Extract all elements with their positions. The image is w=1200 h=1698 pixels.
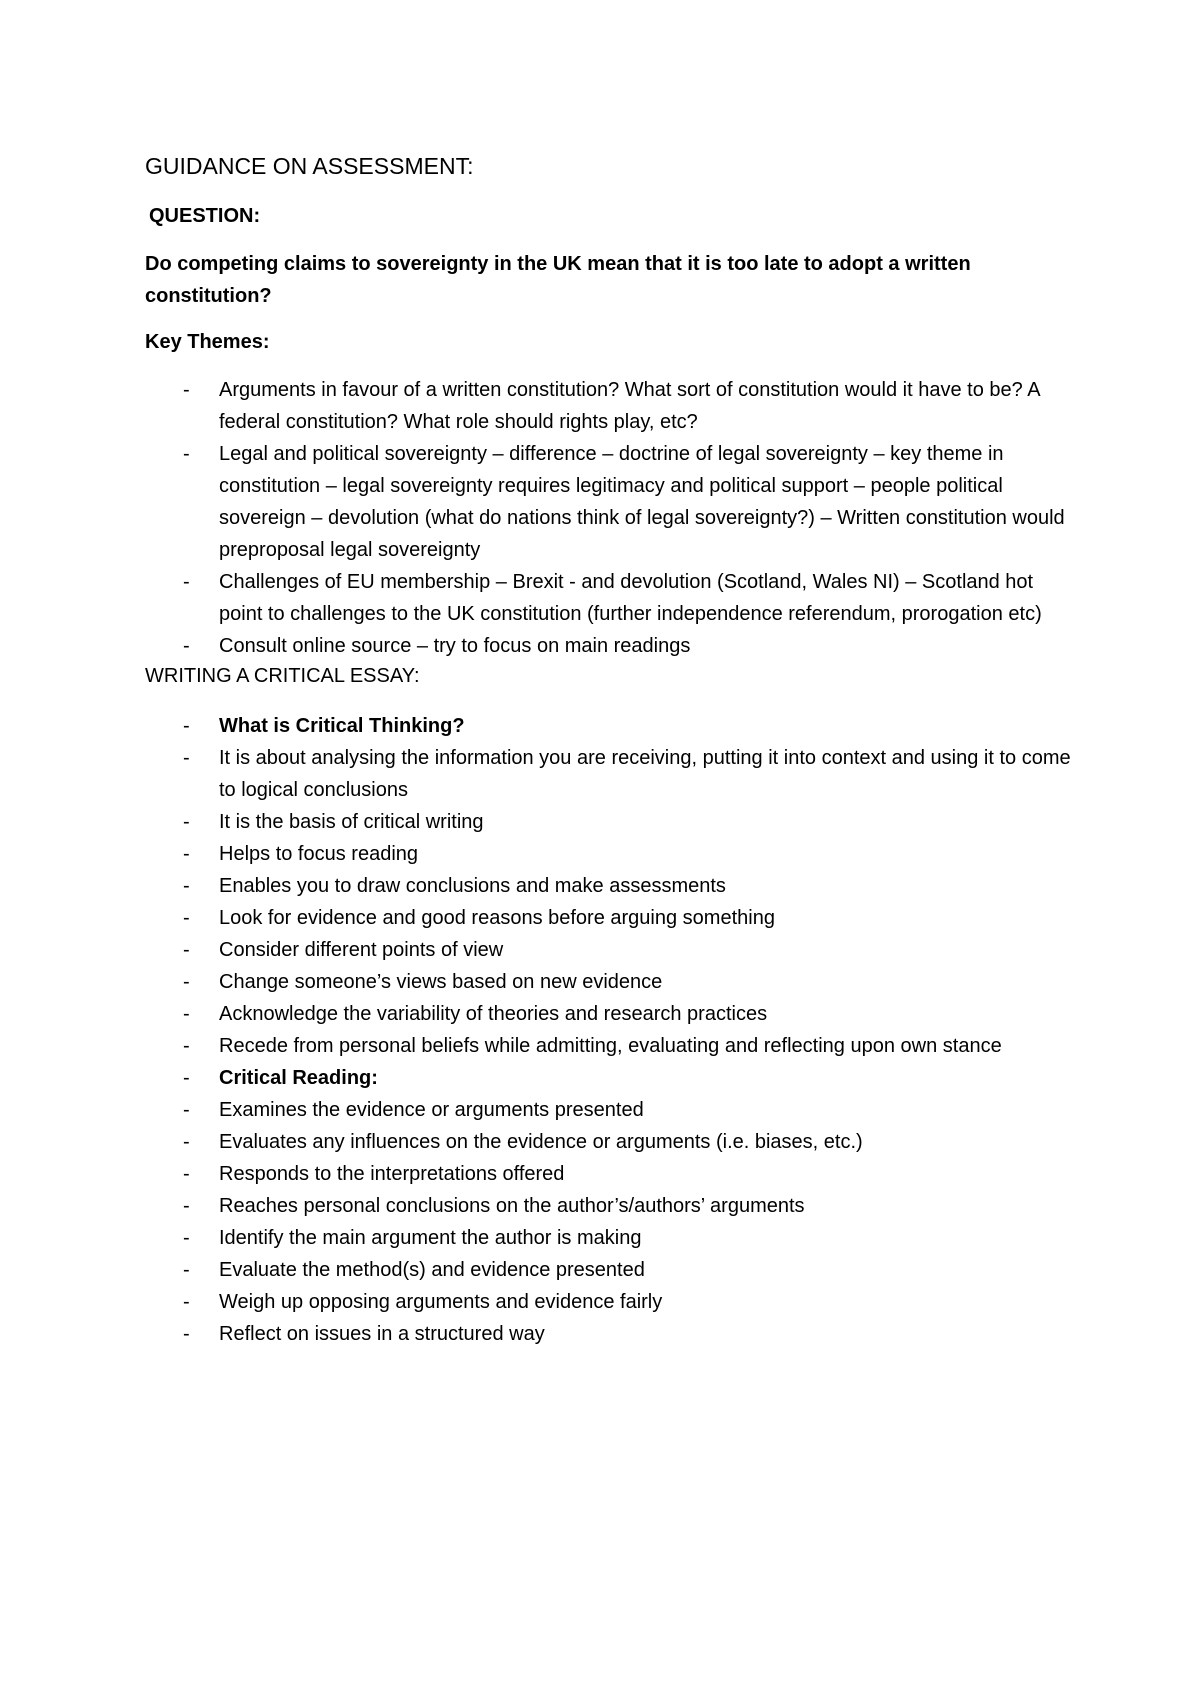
- list-item-text: Consult online source – try to focus on main readings: [219, 635, 691, 657]
- bullet-dash: -: [183, 1195, 190, 1217]
- bullet-dash: -: [183, 715, 190, 737]
- page-title: GUIDANCE ON ASSESSMENT:: [145, 153, 474, 179]
- bullet-dash: -: [183, 1259, 190, 1281]
- question-label: QUESTION:: [149, 205, 261, 227]
- list-item: [145, 742, 1075, 806]
- bullet-dash: -: [183, 1323, 190, 1345]
- list-item: [145, 1190, 1075, 1222]
- essay-section-heading: WRITING A CRITICAL ESSAY:: [145, 665, 420, 687]
- list-item: [145, 1158, 1075, 1190]
- bullet-dash: -: [183, 939, 190, 961]
- bullet-dash: -: [183, 1035, 190, 1057]
- bullet-dash: -: [183, 443, 190, 465]
- list-item-text: Weigh up opposing arguments and evidence fairly: [219, 1291, 663, 1313]
- list-item-text: Helps to focus reading: [219, 843, 419, 865]
- list-item: [145, 1318, 1075, 1350]
- bullet-dash: -: [183, 635, 190, 657]
- bullet-dash: -: [183, 875, 190, 897]
- list-item-text: What is Critical Thinking?: [219, 715, 465, 737]
- list-item-text: Look for evidence and good reasons before arguing something: [219, 907, 775, 929]
- bullet-dash: -: [183, 1003, 190, 1025]
- list-item: [145, 838, 1075, 870]
- list-item: [145, 966, 1075, 998]
- bullet-dash: -: [183, 1291, 190, 1313]
- list-item-subheading: [145, 1062, 1075, 1094]
- list-item: [145, 1222, 1075, 1254]
- list-item-text: Legal and political sovereignty – difference – doctrine of legal sovereignty – key theme in constitution – legal sovereignty requires legitimacy and political support – people political sovereign – devolution (what do nations think of legal sovereignty?) – Written constitution would preproposal legal sovereignty: [219, 443, 1065, 561]
- list-item: [145, 998, 1075, 1030]
- list-item: [145, 630, 1075, 662]
- list-item-text: Consider different points of view: [219, 939, 504, 961]
- bullet-dash: -: [183, 1099, 190, 1121]
- list-item-text: Enables you to draw conclusions and make assessments: [219, 875, 726, 897]
- bullet-dash: -: [183, 811, 190, 833]
- list-item: [145, 438, 1075, 566]
- list-item: [145, 806, 1075, 838]
- list-item-text: Reflect on issues in a structured way: [219, 1323, 545, 1345]
- document-content: [145, 150, 1075, 1350]
- list-item: [145, 566, 1075, 630]
- bullet-dash: -: [183, 907, 190, 929]
- bullet-dash: -: [183, 843, 190, 865]
- list-item-text: Critical Reading:: [219, 1067, 378, 1089]
- bullet-dash: -: [183, 747, 190, 769]
- question-text: Do competing claims to sovereignty in the UK mean that it is too late to adopt a written constitution?: [145, 253, 971, 307]
- list-item-text: Responds to the interpretations offered: [219, 1163, 565, 1185]
- list-item: [145, 1030, 1075, 1062]
- list-item-text: Arguments in favour of a written constitution? What sort of constitution would it have to be? A federal constitution? What role should rights play, etc?: [219, 379, 1040, 433]
- bullet-dash: -: [183, 1131, 190, 1153]
- bullet-dash: -: [183, 1067, 190, 1089]
- list-item: [145, 374, 1075, 438]
- bullet-dash: -: [183, 379, 190, 401]
- list-item-text: Evaluate the method(s) and evidence presented: [219, 1259, 645, 1281]
- list-item: [145, 902, 1075, 934]
- essay-list: [145, 710, 1075, 1350]
- list-item-text: Challenges of EU membership – Brexit - and devolution (Scotland, Wales NI) – Scotland hot point to challenges to the UK constitution (further independence referendum, prorogation etc): [219, 571, 1042, 625]
- list-item: [145, 1254, 1075, 1286]
- list-item-text: Reaches personal conclusions on the author’s/authors’ arguments: [219, 1195, 805, 1217]
- list-item-subheading: [145, 710, 1075, 742]
- bullet-dash: -: [183, 1163, 190, 1185]
- bullet-dash: -: [183, 971, 190, 993]
- list-item-text: Change someone’s views based on new evidence: [219, 971, 663, 993]
- list-item-text: Acknowledge the variability of theories and research practices: [219, 1003, 768, 1025]
- list-item: [145, 934, 1075, 966]
- list-item-text: It is about analysing the information you are receiving, putting it into context and using it to come to logical conclusions: [219, 747, 1071, 801]
- list-item-text: Recede from personal beliefs while admitting, evaluating and reflecting upon own stance: [219, 1035, 1002, 1057]
- list-item: [145, 1126, 1075, 1158]
- list-item-text: Identify the main argument the author is making: [219, 1227, 642, 1249]
- list-item: [145, 870, 1075, 902]
- bullet-dash: -: [183, 571, 190, 593]
- key-themes-label: Key Themes:: [145, 331, 270, 353]
- bullet-dash: -: [183, 1227, 190, 1249]
- list-item: [145, 1286, 1075, 1318]
- key-themes-list: [145, 374, 1075, 662]
- list-item-text: Examines the evidence or arguments presented: [219, 1099, 644, 1121]
- list-item-text: Evaluates any influences on the evidence or arguments (i.e. biases, etc.): [219, 1131, 863, 1153]
- list-item-text: It is the basis of critical writing: [219, 811, 484, 833]
- list-item: [145, 1094, 1075, 1126]
